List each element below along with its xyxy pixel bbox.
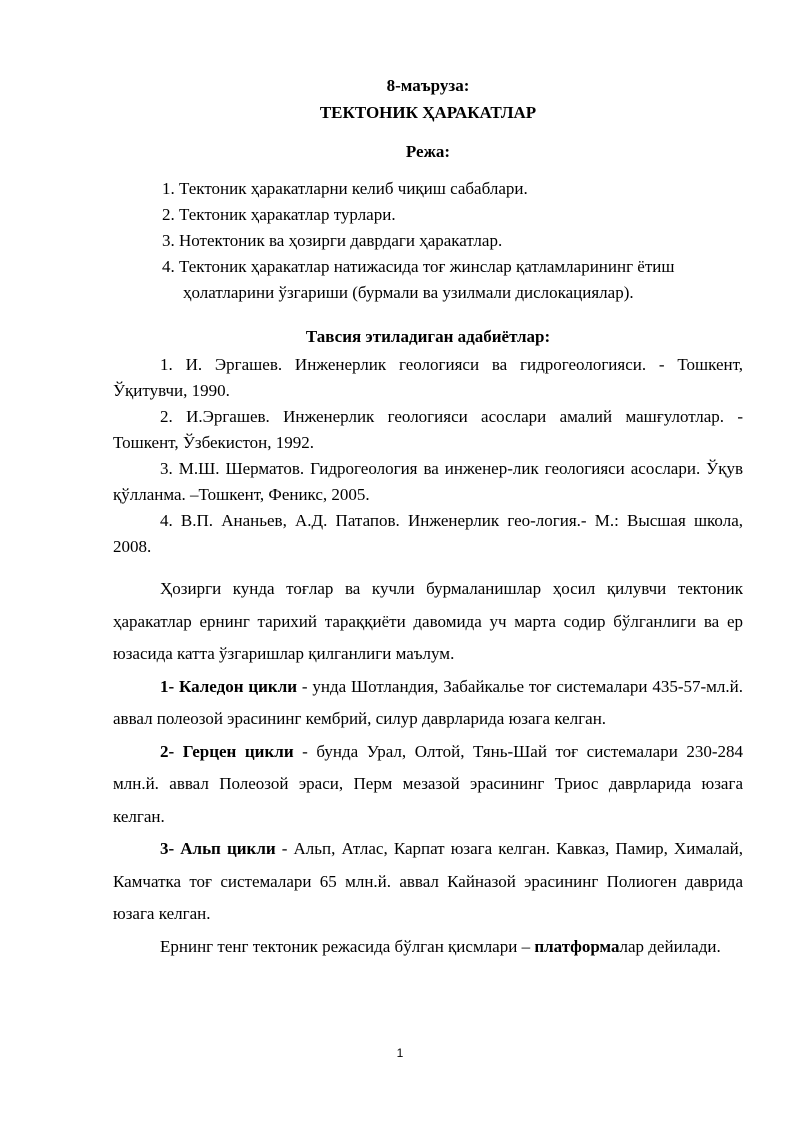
platform-term: платформа (534, 936, 620, 956)
platform-text-before: Ернинг тенг тектоник режасида бўлган қисмлари – (160, 936, 535, 956)
cycle-label: 3- Альп цикли (160, 839, 276, 858)
reference-item: 3. М.Ш. Шерматов. Гидрогеология ва инженер-лик геологияси асослари. Ўқув қўлланма. –Тошкент, Феникс, 2005. (113, 459, 743, 504)
plan-item: 1. Тектоник ҳаракатларни келиб чиқиш сабаблари. (162, 179, 528, 198)
plan-item: 4. Тектоник ҳаракатлар натижасида тоғ жинслар қатламларининг ётиш ҳолатларини ўзгариши (бурмали ва узилмали дислокациялар). (162, 257, 675, 302)
cycle-paragraph (113, 671, 743, 736)
main-text (113, 573, 743, 963)
plan-list (160, 176, 750, 306)
plan-item: 3. Нотектоник ва ҳозирги даврдаги ҳаракатлар. (162, 231, 503, 250)
cycle-label: 2- Герцен цикли (160, 741, 294, 761)
cycle-text: - бунда Урал, Олтой, Тянь-Шай тоғ системалари 230-284 млн.й. аввал Полеозой эраси, Перм мезазой эрасининг Триос даврларида юзага келган. (113, 741, 743, 826)
cycle-text: - Альп, Атлас, Карпат юзага келган. Кавказ, Памир, Хималай, Камчатка тоғ системалари 65 млн.й. аввал Кайназой эрасининг Полиоген даврида юзага келган. (113, 839, 744, 923)
cycle-text: - унда Шотландия, Забайкалье тоғ системалари 435-57-мл.й. аввал полеозой эрасининг кембрий, силур даврларида юзага келган. (113, 676, 743, 728)
cycle-paragraph (113, 833, 743, 931)
reference-item: 2. И.Эргашев. Инженерлик геологияси асослари амалий машғулотлар. - Тошкент, Ўзбекистон, 1992. (113, 407, 743, 452)
intro-paragraph: Ҳозирги кунда тоғлар ва кучли бурмаланишлар ҳосил қилувчи тектоник ҳаракатлар ернинг тарихий тараққиёти давомида уч марта содир бўлганлиги ва ер юзасида катта ўзгаришлар қилганлиги маълум. (113, 579, 743, 663)
page-number: 1 (396, 1046, 404, 1060)
platform-paragraph (113, 931, 743, 964)
plan-item: 2. Тектоник ҳаракатлар турлари. (162, 205, 396, 224)
references-heading: Тавсия этиладиган адабиётлар: (305, 327, 551, 346)
plan-heading: Режа: (405, 142, 451, 161)
reference-item: 4. В.П. Ананьев, А.Д. Патапов. Инженерлик гео-логия.- М.: Высшая школа, 2008. (113, 511, 743, 556)
lecture-title: ТЕКТОНИК ҲАРАКАТЛАР (319, 103, 537, 122)
cycle-paragraph (113, 736, 743, 834)
lecture-number: 8-маъруза: (386, 76, 470, 95)
platform-text-after: лар дейилади. (619, 936, 721, 956)
reference-item: 1. И. Эргашев. Инженерлик геологияси ва гидрогеологияси. - Тошкент, Ўқитувчи, 1990. (113, 355, 743, 400)
references-list (113, 352, 743, 560)
cycle-label: 1- Каледон цикли (160, 676, 298, 696)
